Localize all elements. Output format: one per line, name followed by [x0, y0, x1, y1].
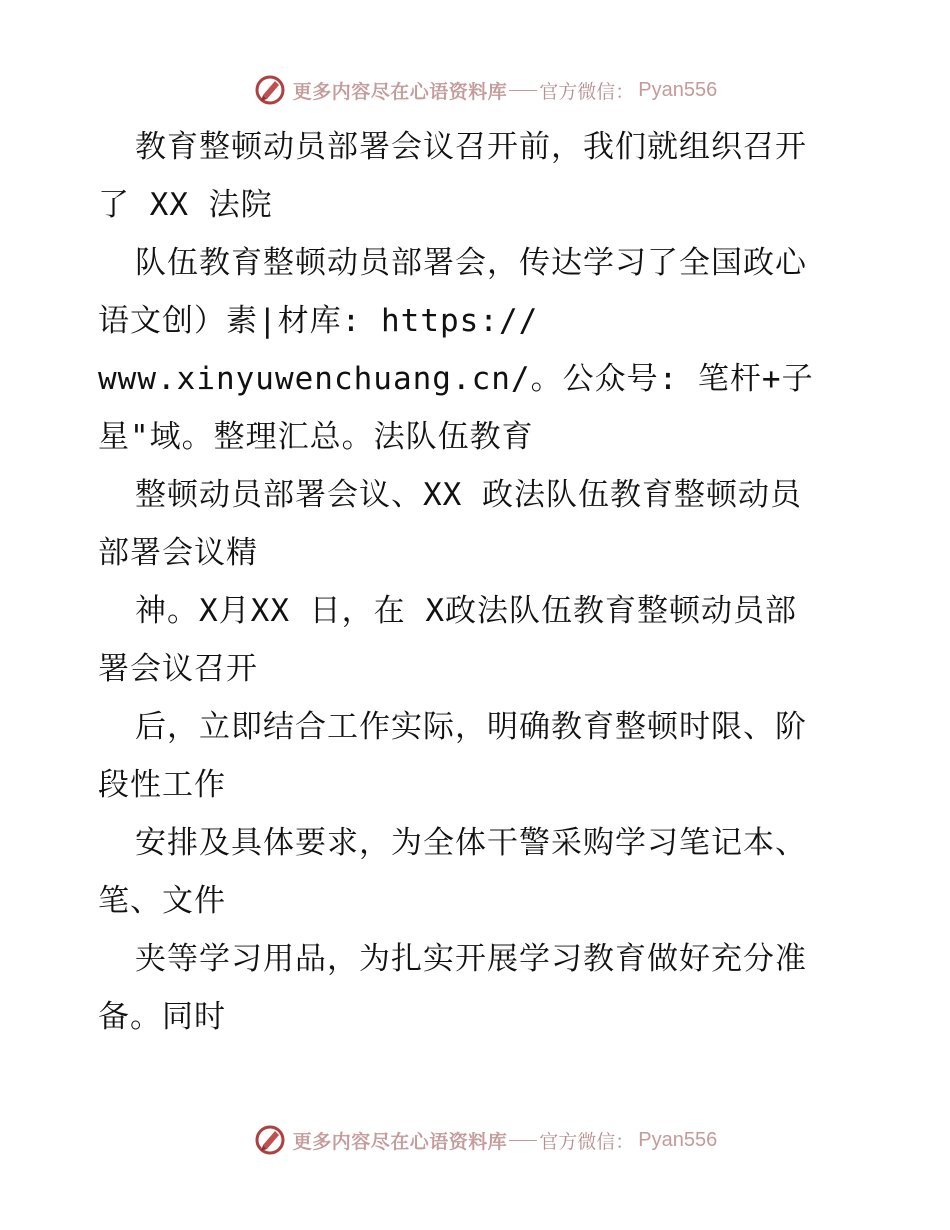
- header-banner-separator: [509, 90, 537, 91]
- footer-wechat-id: Pyan556: [638, 1128, 718, 1151]
- body-line-13: 安排及具体要求，为全体干警采购学习笔记本、: [135, 825, 807, 861]
- body-line-8: 部署会议精: [98, 535, 258, 571]
- body-line-4: 语文创）素|材库: https://: [98, 303, 539, 339]
- body-line-5: www.xinyuwenchuang.cn/。公众号: 笔杆+子: [98, 361, 814, 397]
- logo-icon: [253, 73, 287, 107]
- body-line-15: 夹等学习用品，为扎实开展学习教育做好充分准: [135, 941, 807, 977]
- header-watermark: [0, 70, 950, 110]
- document-body: [98, 118, 868, 1046]
- body-line-10: 署会议召开: [98, 651, 258, 687]
- body-line-12: 段性工作: [98, 767, 226, 803]
- body-line-6: 星"域。整理汇总。法队伍教育: [98, 419, 534, 455]
- body-line-1: 教育整顿动员部署会议召开前，我们就组织召开: [135, 129, 807, 165]
- header-banner-text: 更多内容尽在心语资料库: [292, 80, 508, 103]
- footer-watermark: [0, 1120, 950, 1160]
- header-wechat-label: 官方微信：: [539, 80, 635, 103]
- body-line-16: 备。同时: [98, 999, 226, 1035]
- footer-banner-text: 更多内容尽在心语资料库: [292, 1130, 508, 1153]
- logo-icon: [253, 1123, 287, 1157]
- body-line-2: 了 XX 法院: [98, 187, 273, 223]
- body-line-14: 笔、文件: [98, 883, 226, 919]
- body-line-9: 神。X月XX 日，在 X政法队伍教育整顿动员部: [135, 593, 797, 629]
- footer-banner-separator: [509, 1140, 537, 1141]
- body-line-11: 后，立即结合工作实际，明确教育整顿时限、阶: [135, 709, 807, 745]
- body-line-3: 队伍教育整顿动员部署会，传达学习了全国政心: [135, 245, 807, 281]
- header-wechat-id: Pyan556: [638, 78, 718, 101]
- footer-wechat-label: 官方微信：: [539, 1130, 635, 1153]
- body-line-7: 整顿动员部署会议、XX 政法队伍教育整顿动员: [135, 477, 802, 513]
